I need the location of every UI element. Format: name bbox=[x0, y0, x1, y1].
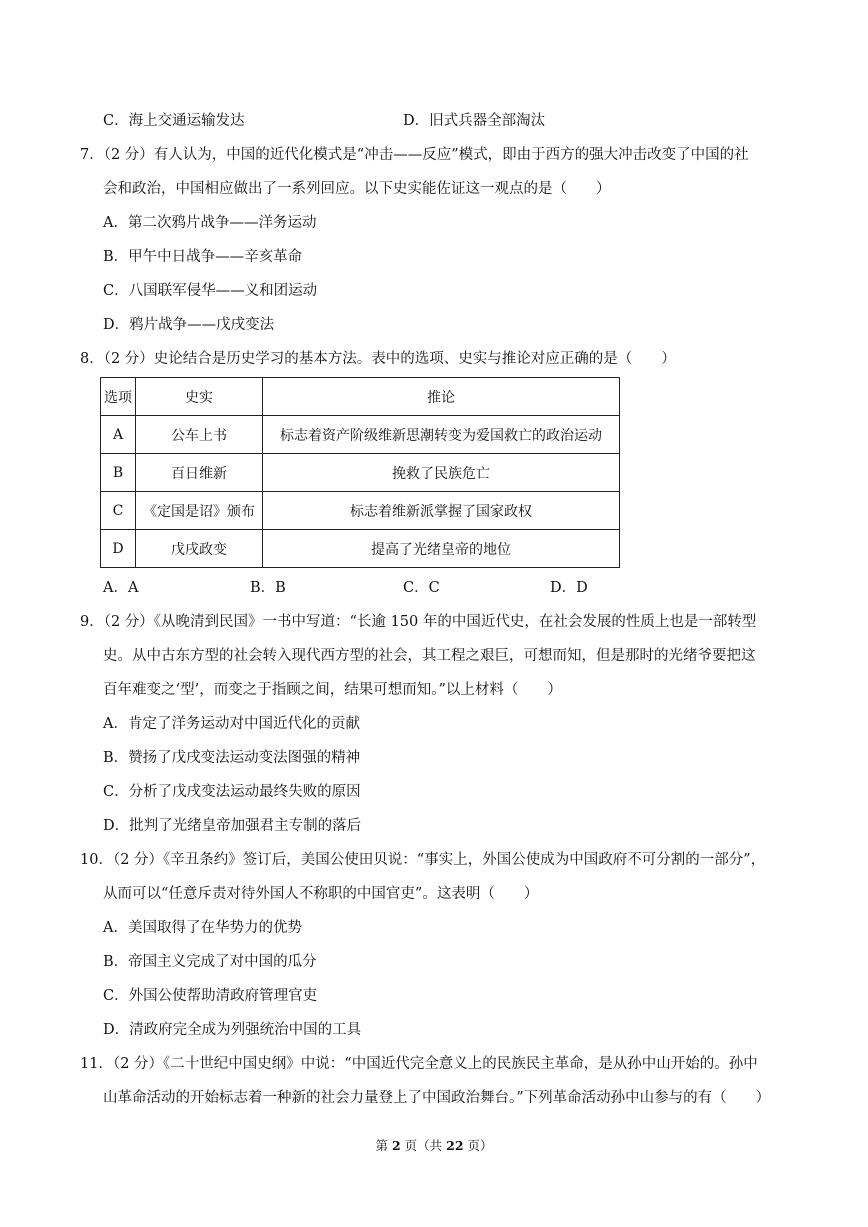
q7-option-a: A．第二次鸦片战争——洋务运动 bbox=[103, 215, 317, 231]
q7-option-b: B．甲午中日战争——辛亥革命 bbox=[103, 249, 303, 265]
q11-stem-line1: 11．（2 分）《二十世纪中国史纲》中说：“中国近代完全意义上的民族民主革命，是从孙中山开始的。孙中 bbox=[80, 1056, 758, 1072]
table-cell: 挽救了民族危亡 bbox=[263, 454, 620, 492]
total-page-count: 22 bbox=[446, 1138, 464, 1153]
footer-suffix: 页） bbox=[463, 1138, 493, 1153]
q7-option-c: C．八国联军侵华——义和团运动 bbox=[103, 283, 318, 299]
q6-option-d: D．旧式兵器全部淘汰 bbox=[403, 113, 546, 129]
q7-option-d: D．鸦片战争——戊戌变法 bbox=[103, 317, 275, 333]
q8-stem-line1: 8．（2 分）史论结合是历史学习的基本方法。表中的选项、史实与推论对应正确的是（ ） bbox=[80, 351, 676, 367]
footer-prefix: 第 bbox=[375, 1138, 392, 1153]
q10-option-b: B．帝国主义完成了对中国的瓜分 bbox=[103, 954, 317, 970]
q8-option-b: B．B bbox=[250, 580, 286, 596]
q7-stem-line2: 会和政治，中国相应做出了一系列回应。以下史实能佐证这一观点的是（ ） bbox=[103, 181, 611, 197]
table-cell: B bbox=[101, 454, 136, 492]
table-cell: 标志着资产阶级维新思潮转变为爱国救亡的政治运动 bbox=[263, 416, 620, 454]
q10-stem-line1: 10．（2 分）《辛丑条约》签订后，美国公使田贝说：“事实上，外国公使成为中国政府不可分割的一部分”， bbox=[80, 852, 766, 868]
table-row bbox=[101, 530, 620, 568]
q11-stem-line2: 山革命活动的开始标志着一种新的社会力量登上了中国政治舞台。”下列革命活动孙中山参与的有（ ） bbox=[103, 1090, 771, 1106]
table-cell: 提高了光绪皇帝的地位 bbox=[263, 530, 620, 568]
table-header-cell: 推论 bbox=[263, 378, 620, 416]
table-cell: 《定国是诏》颁布 bbox=[136, 492, 263, 530]
table-header-cell: 史实 bbox=[136, 378, 263, 416]
q9-stem-line1: 9．（2 分）《从晚清到民国》一书中写道：“长逾 150 年的中国近代史，在社会发展的性质上也是一部转型 bbox=[80, 614, 757, 630]
table-cell: D bbox=[101, 530, 136, 568]
q8-option-d: D．D bbox=[550, 580, 588, 596]
q10-option-c: C．外国公使帮助清政府管理官吏 bbox=[103, 988, 318, 1004]
history-table bbox=[100, 377, 620, 568]
table-row bbox=[101, 454, 620, 492]
q10-option-a: A．美国取得了在华势力的优势 bbox=[103, 920, 302, 936]
q9-stem-line3: 百年难变之‘型’，而变之于指顾之间，结果可想而知。”以上材料（ ） bbox=[103, 682, 562, 698]
table-header-row bbox=[101, 378, 620, 416]
current-page-number: 2 bbox=[391, 1138, 401, 1153]
q9-option-c: C．分析了戊戌变法运动最终失败的原因 bbox=[103, 784, 361, 800]
q8-option-a: A．A bbox=[103, 580, 139, 596]
table-cell: 标志着维新派掌握了国家政权 bbox=[263, 492, 620, 530]
table-cell: 公车上书 bbox=[136, 416, 263, 454]
q6-option-c: C．海上交通运输发达 bbox=[103, 113, 245, 129]
q9-stem-line2: 史。从中古东方型的社会转入现代西方型的社会，其工程之艰巨，可想而知，但是那时的光绪爷要把这 bbox=[103, 648, 756, 664]
q9-option-a: A．肯定了洋务运动对中国近代化的贡献 bbox=[103, 716, 360, 732]
q9-option-d: D．批判了光绪皇帝加强君主专制的落后 bbox=[103, 818, 362, 834]
table-row bbox=[101, 492, 620, 530]
table-cell: 戊戌政变 bbox=[136, 530, 263, 568]
table-row bbox=[101, 416, 620, 454]
table-cell: A bbox=[101, 416, 136, 454]
q10-stem-line2: 从而可以“任意斥责对待外国人不称职的中国官吏”。这表明（ ） bbox=[103, 886, 539, 902]
q8-option-c: C．C bbox=[403, 580, 440, 596]
q7-stem-line1: 7．（2 分）有人认为，中国的近代化模式是“冲击——反应”模式，即由于西方的强大冲击改变了中国的社 bbox=[80, 147, 749, 163]
footer-middle: 页（共 bbox=[400, 1138, 447, 1153]
table-header-cell: 选项 bbox=[101, 378, 136, 416]
q10-option-d: D．清政府完全成为列强统治中国的工具 bbox=[103, 1022, 362, 1038]
page-footer bbox=[0, 1138, 868, 1154]
q9-option-b: B．赞扬了戊戌变法运动变法图强的精神 bbox=[103, 750, 361, 766]
table-cell: C bbox=[101, 492, 136, 530]
table-cell: 百日维新 bbox=[136, 454, 263, 492]
